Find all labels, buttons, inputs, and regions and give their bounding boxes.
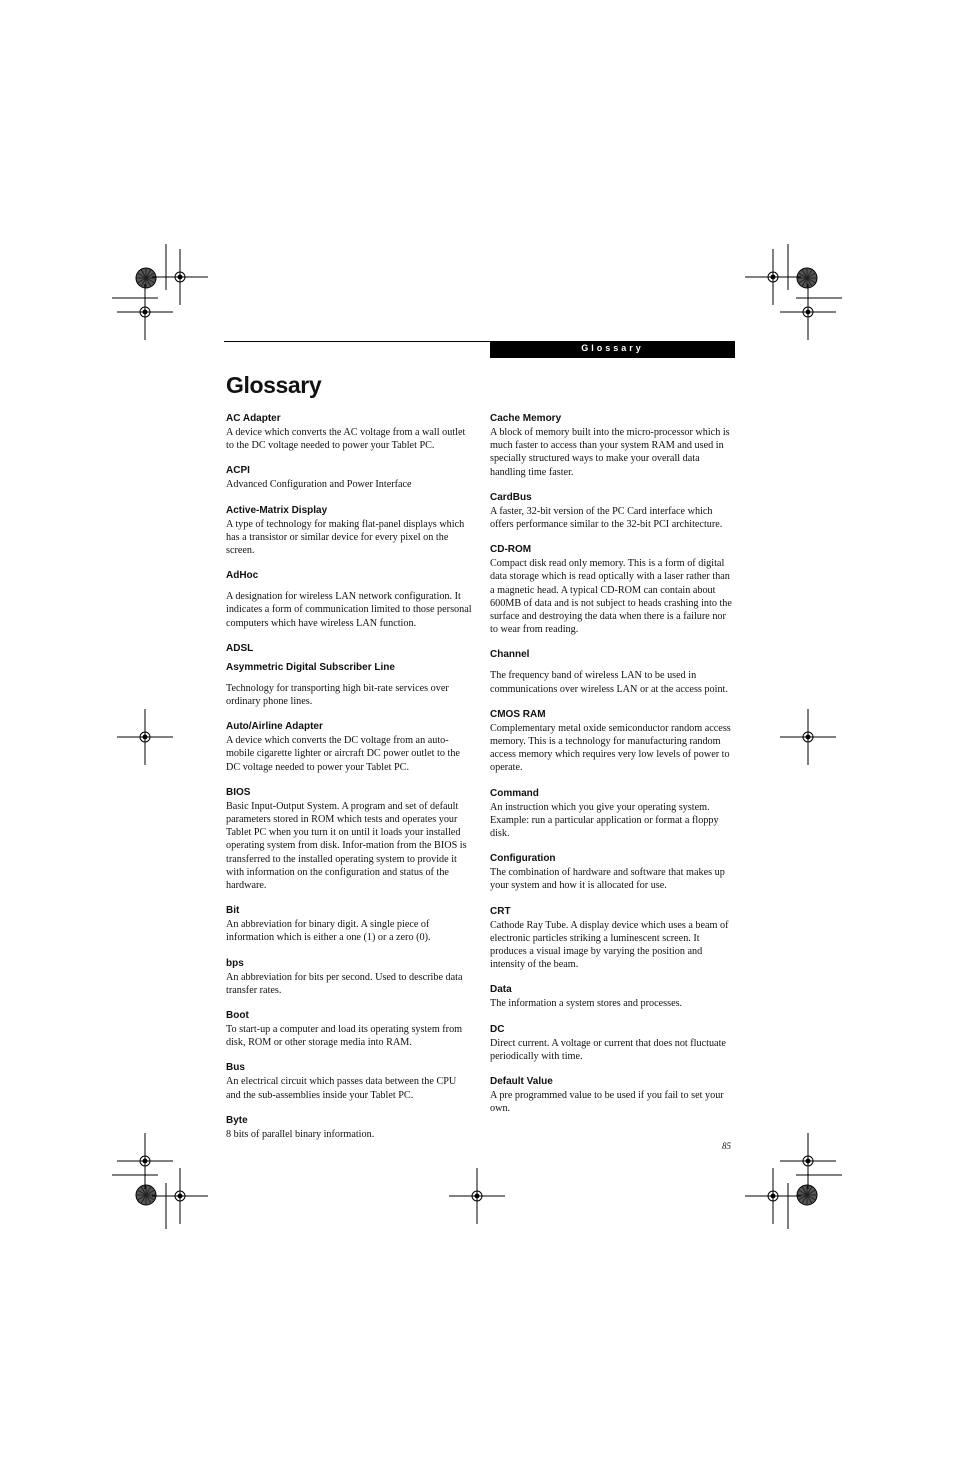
glossary-term: Cache Memory xyxy=(490,413,562,424)
registration-dot xyxy=(771,1194,775,1198)
glossary-definition: An abbreviation for binary digit. A single piece of information which is either a one (1) or a zero (0). xyxy=(226,919,431,944)
glossary-definition: An electrical circuit which passes data between the CPU and the sub-assemblies inside your Tablet PC. xyxy=(226,1076,457,1101)
glossary-term: AdHoc xyxy=(226,570,259,582)
glossary-term: Boot xyxy=(226,1010,249,1022)
page-number: 85 xyxy=(722,1141,731,1151)
glossary-entry xyxy=(226,569,472,630)
glossary-definition: A block of memory built into the micro-processor which is much faster to access than your system RAM and used in specially structured ways to make your overall data handling time faster. xyxy=(490,427,730,478)
registration-dot xyxy=(475,1194,479,1198)
glossary-entry xyxy=(226,957,472,997)
glossary-term: Active-Matrix Display xyxy=(226,504,328,516)
glossary-term: Bit xyxy=(226,905,240,917)
glossary-term: Asymmetric Digital Subscriber Line xyxy=(226,661,395,673)
glossary-term: CMOS RAM xyxy=(490,708,546,720)
glossary-definition: A device which converts the AC voltage from a wall outlet to the DC voltage needed to power your Tablet PC. xyxy=(226,427,466,452)
glossary-entry xyxy=(490,491,736,531)
registration-dot xyxy=(178,1194,182,1198)
glossary-entry xyxy=(490,852,736,892)
glossary-term: CardBus xyxy=(490,491,532,503)
glossary-term: Configuration xyxy=(490,853,556,865)
glossary-entry xyxy=(226,642,472,656)
glossary-definition: Direct current. A voltage or current that does not fluctuate periodically with time. xyxy=(490,1037,726,1062)
glossary-entry xyxy=(490,787,736,841)
glossary-definition: The combination of hardware and software that makes up your system and how it is allocated for use. xyxy=(490,867,725,892)
registration-dot xyxy=(806,1159,810,1163)
glossary-definition: The frequency band of wireless LAN to be used in communications over wireless LAN or at the access point. xyxy=(490,670,728,695)
glossary-entry xyxy=(490,648,736,695)
glossary-definition: Cathode Ray Tube. A display device which uses a beam of electronic particles striking a luminescent screen. It produces a visual image by varying the position and intensity of the beam. xyxy=(490,919,729,971)
glossary-term: DC xyxy=(490,1023,505,1035)
glossary-entry xyxy=(226,1061,472,1101)
registration-dot xyxy=(143,310,147,314)
glossary-entry xyxy=(490,543,736,636)
glossary-definition: Advanced Configuration and Power Interface xyxy=(226,479,412,491)
glossary-definition: A designation for wireless LAN network configuration. It indicates a form of communication limited to those personal computers which have wireless LAN function. xyxy=(226,591,472,629)
glossary-term: Data xyxy=(490,984,512,996)
glossary-term: Channel xyxy=(490,649,530,661)
glossary-definition: A pre programmed value to be used if you fail to set your own. xyxy=(490,1090,724,1115)
glossary-entry xyxy=(226,786,472,892)
glossary-definition: A type of technology for making flat-panel displays which has a transistor or similar device for every pixel on the screen. xyxy=(226,518,465,557)
glossary-definition: A device which converts the DC voltage from an auto-mobile cigarette lighter or aircraft DC power outlet to the DC voltage needed to power your Tablet PC. xyxy=(226,735,460,773)
glossary-entry xyxy=(490,412,736,479)
glossary-definition: Compact disk read only memory. This is a form of digital data storage which is read optically with a laser rather than a magnetic head. A typical CD-ROM can contain about 600MB of data and is not subject to heads crashing into the surface and destroying the data when there is a failure nor to wear from reading. xyxy=(490,558,732,636)
glossary-definition: Technology for transporting high bit-rate services over ordinary phone lines. xyxy=(226,682,449,708)
glossary-entry xyxy=(226,720,472,774)
glossary-entry xyxy=(226,1114,472,1141)
registration-dot xyxy=(806,310,810,314)
glossary-term: Bus xyxy=(226,1062,245,1074)
glossary-term: CD-ROM xyxy=(490,544,532,556)
registration-dot xyxy=(771,275,775,279)
glossary-entry xyxy=(490,905,736,972)
glossary-definition: An instruction which you give your operating system. Example: run a particular application or format a floppy disk. xyxy=(490,801,719,840)
glossary-column-right xyxy=(490,412,736,1128)
glossary-definition: The information a system stores and processes. xyxy=(490,998,683,1010)
header-rule xyxy=(224,341,490,342)
glossary-definition: Complementary metal oxide semiconductor random access memory. This is a technology for manufacturing random access memory which requires very low levels of power to operate. xyxy=(490,722,731,774)
registration-dot xyxy=(178,275,182,279)
registration-dot xyxy=(806,735,810,739)
glossary-definition: An abbreviation for bits per second. Used to describe data transfer rates. xyxy=(226,971,463,996)
glossary-definition: 8 bits of parallel binary information. xyxy=(226,1128,375,1140)
glossary-entry xyxy=(490,983,736,1010)
page-title: Glossary xyxy=(226,372,322,398)
registration-dot xyxy=(143,1159,147,1163)
glossary-entry xyxy=(226,412,472,452)
glossary-term: bps xyxy=(226,957,244,969)
glossary-term: CRT xyxy=(490,905,511,917)
glossary-entry xyxy=(226,904,472,944)
glossary-entry xyxy=(226,464,472,491)
glossary-term: Default Value xyxy=(490,1076,553,1088)
glossary-term: AC Adapter xyxy=(226,413,281,424)
glossary-term: ADSL xyxy=(226,642,254,654)
glossary-entry xyxy=(490,1023,736,1063)
glossary-term: ACPI xyxy=(226,465,250,477)
glossary-definition: To start-up a computer and load its operating system from disk, ROM or other storage media into RAM. xyxy=(226,1024,463,1049)
glossary-entry xyxy=(490,708,736,775)
glossary-term: Auto/Airline Adapter xyxy=(226,721,323,733)
glossary-entry xyxy=(226,661,472,708)
glossary-entry xyxy=(226,504,472,558)
glossary-term: Byte xyxy=(226,1114,248,1126)
glossary-term: Command xyxy=(490,787,539,799)
glossary-definition: Basic Input-Output System. A program and set of default parameters stored in ROM which tests and operates your Tablet PC when you turn it on until it loads your installed operating system from disk. Infor-mation from the BIOS is transferred to the installed operating system to provide it with information on the configuration and status of the hardware. xyxy=(226,800,467,892)
glossary-column-left xyxy=(226,412,472,1153)
registration-dot xyxy=(143,735,147,739)
glossary-entry xyxy=(490,1075,736,1115)
glossary-definition: A faster, 32-bit version of the PC Card interface which offers performance similar to the 32-bit PCI architecture. xyxy=(490,505,723,531)
glossary-term: BIOS xyxy=(226,786,251,798)
glossary-entry xyxy=(226,1009,472,1049)
section-header-tab: Glossary xyxy=(490,341,735,358)
